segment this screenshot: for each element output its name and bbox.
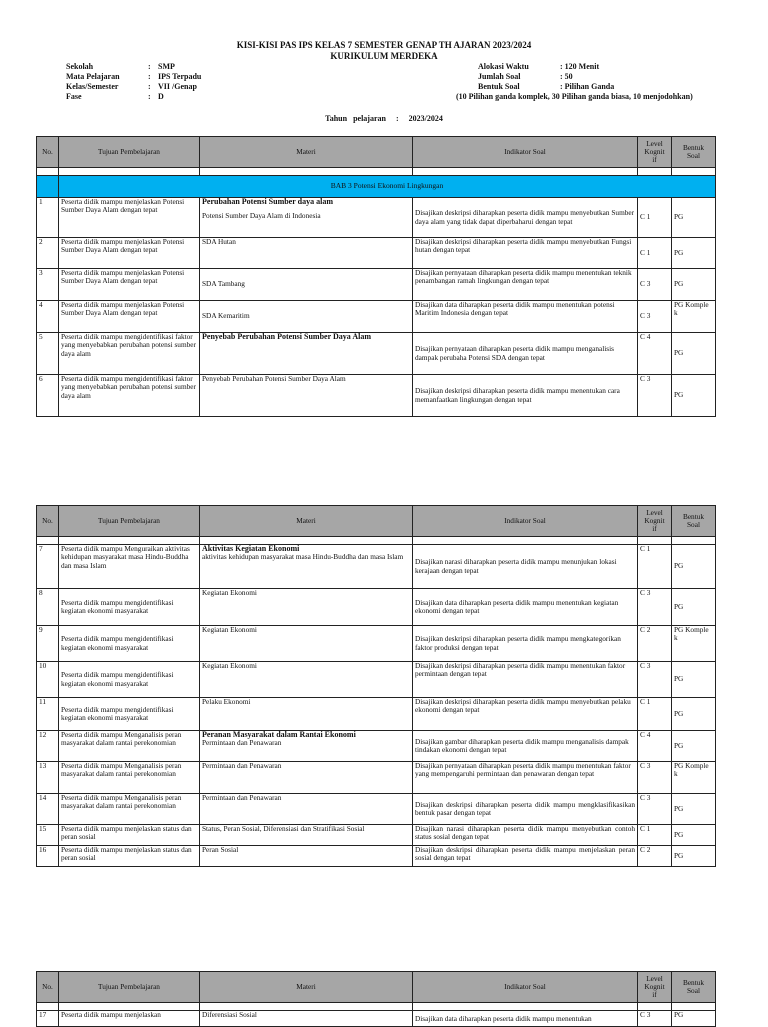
table-row: 12 Peserta didik mampu Menganalisis peran masyarakat dalam rantai perekonomian Peranan Masyarakat dalam Rantai Ekonomi Permintaan dan Penawaran Disajikan gambar diharapkan peserta didik mampu menganalisis dampak tindakan ekonomi dengan tepat C 4 PG — [37, 731, 716, 762]
info-key: Jumlah Soal — [478, 72, 521, 81]
document-subtitle: KURIKULUM MERDEKA — [330, 51, 438, 61]
col-materi: Materi — [200, 137, 413, 168]
info-key: Alokasi Waktu — [478, 62, 529, 71]
col-level: Level Kognit if — [638, 506, 672, 537]
document-title: KISI-KISI PAS IPS KELAS 7 SEMESTER GENAP TH AJARAN 2023/2024 — [236, 40, 532, 50]
info-value: IPS Terpadu — [158, 72, 202, 81]
col-materi: Materi — [200, 506, 413, 537]
table-row: 10 Peserta didik mampu mengidentifikasi kegiatan ekonomi masyarakat Kegiatan Ekonomi Disajikan deskripsi diharapkan peserta didik mampu menentukan faktor permintaan dengan tepat C 3 PG — [37, 662, 716, 698]
table-row: 14 Peserta didik mampu Menganalisis peran masyarakat dalam rantai perekonomian Permintaan dan Penawaran Disajikan deskripsi diharapkan peserta didik mampu mengklasifikasikan bentuk pasar dengan tepat C 3 PG — [37, 794, 716, 825]
info-value: : Pilihan Ganda — [560, 82, 615, 91]
table-row: 9 Peserta didik mampu mengidentifikasi kegiatan ekonomi masyarakat Kegiatan Ekonomi Disajikan deskripsi diharapkan peserta didik mampu mengkategorikan faktor produksi dengan tepat C 2 PG Komple k — [37, 626, 716, 662]
table-row: 7 Peserta didik mampu Menguraikan aktivitas kehidupan masyarakat masa Hindu-Buddha dan masa Islam Aktivitas Kegiatan Ekonomi aktivitas kehidupan masyarakat masa Hindu-Buddha dan masa Islam Disajikan narasi diharapkan peserta didik mampu menunjukan lokasi kerajaan dengan tepat C 1 PG — [37, 545, 716, 589]
info-value: SMP — [158, 62, 175, 71]
table-row: 17 Peserta didik mampu menjelaskan Diferensiasi Sosial Disajikan data diharapkan peserta didik mampu menentukan C 3 PG — [37, 1011, 716, 1027]
table-row: 4 Peserta didik mampu menjelaskan Potensi Sumber Daya Alam dengan tepat SDA Kemaritim Disajikan data diharapkan peserta didik mampu menentukan potensi Maritim Indonesia dengan tepat C 3 PG Komple k — [37, 301, 716, 333]
info-key: Sekolah — [66, 62, 94, 71]
info-value: : 120 Menit — [560, 62, 600, 71]
kisi-table-3 — [36, 971, 716, 1027]
exam-info — [478, 62, 614, 92]
table-row: 11 Peserta didik mampu mengidentifikasi kegiatan ekonomi masyarakat Pelaku Ekonomi Disajikan deskripsi diharapkan peserta didik mampu menyebutkan pelaku ekonomi dengan tepat C 1 PG — [37, 698, 716, 731]
info-value: : 50 — [560, 72, 573, 81]
info-key: Kelas/Semester — [66, 82, 119, 91]
table-row: 15 Peserta didik mampu menjelaskan status dan peran sosial Status, Peran Sosial, Diferensiasi dan Stratifikasi Sosial Disajikan narasi diharapkan peserta didik mampu menyebutkan contoh status sosial dengan tepat C 1 PG — [37, 825, 716, 846]
chapter-row — [37, 176, 716, 198]
col-level: Level Kognit if — [638, 137, 672, 168]
col-no: No. — [37, 506, 59, 537]
col-indikator: Indikator Soal — [413, 506, 638, 537]
info-value: D — [158, 92, 164, 101]
table-row: 3 Peserta didik mampu menjelaskan Potensi Sumber Daya Alam dengan tepat SDA Tambang Disajikan pernyataan diharapkan peserta didik mampu menentukan teknik penambangan ramah lingkungan dengan tepat C 3 PG — [37, 269, 716, 301]
col-no: No. — [37, 972, 59, 1003]
academic-year-value: 2023/2024 — [408, 114, 443, 123]
col-no: No. — [37, 137, 59, 168]
table-row: 6 Peserta didik mampu mengidentifikasi faktor yang menyebabkan perubahan potensi sumber daya alam Penyebab Perubahan Potensi Sumber Daya Alam Disajikan deskripsi diharapkan peserta didik mampu menentukan cara memanfaatkan lingkungan dengan tepat C 3 PG — [37, 375, 716, 417]
col-indikator: Indikator Soal — [413, 137, 638, 168]
question-composition-note: (10 Pilihan ganda komplek, 30 Pilihan ganda biasa, 10 menjodohkan) — [456, 92, 693, 101]
academic-year-label: Tahun pelajaran — [325, 114, 386, 123]
col-bentuk: Bentuk Soal — [672, 972, 716, 1003]
table-header-row — [37, 506, 716, 537]
table-header-row — [37, 972, 716, 1003]
info-key: Mata Pelajaran — [66, 72, 120, 81]
col-tujuan: Tujuan Pembelajaran — [59, 506, 200, 537]
chapter-title: BAB 3 Potensi Ekonomi Lingkungan — [59, 176, 716, 198]
school-info: Sekolah : SMP Mata Pelajaran : IPS Terpadu Kelas/Semester : VII /Genap Fase : D — [66, 62, 202, 101]
table-row: 5 Peserta didik mampu mengidentifikasi faktor yang menyebabkan perubahan potensi sumber daya alam Penyebab Perubahan Potensi Sumber Daya Alam Disajikan pernyataan diharapkan peserta didik mampu menganalisis dampak perubaha Potensi SDA dengan tepat C 4 PG — [37, 333, 716, 375]
col-tujuan: Tujuan Pembelajaran — [59, 137, 200, 168]
table-header-row — [37, 137, 716, 168]
col-bentuk: Bentuk Soal — [672, 506, 716, 537]
academic-year: Tahun pelajaran : 2023/2024 — [325, 114, 443, 123]
kisi-table-1 — [36, 136, 716, 417]
col-bentuk: Bentuk Soal — [672, 137, 716, 168]
info-value: VII /Genap — [158, 82, 197, 91]
table-row: 13 Peserta didik mampu Menganalisis peran masyarakat dalam rantai perekonomian Permintaan dan Penawaran Disajikan pernyataan diharapkan peserta didik mampu menentukan faktor yang mempengaruhi permintaan dan penawaran dengan tepat C 3 PG Komple k — [37, 762, 716, 794]
table-row: 1 Peserta didik mampu menjelaskan Potensi Sumber Daya Alam dengan tepat Perubahan Potensi Sumber daya alam Potensi Sumber Daya Alam di Indonesia Disajikan deskripsi diharapkan peserta didik mampu menyebutkan Sumber daya alam yang tidak dapat diperbaharui dengan tepat C 1 PG — [37, 198, 716, 238]
table-row: 16 Peserta didik mampu menjelaskan status dan peran sosial Peran Sosial Disajikan deskripsi diharapkan peserta didik mampu menjelaskan peran sosial dengan tepat C 2 PG — [37, 846, 716, 867]
info-key: Bentuk Soal — [478, 82, 520, 91]
col-materi: Materi — [200, 972, 413, 1003]
table-row: 8 Peserta didik mampu mengidentifikasi kegiatan ekonomi masyarakat Kegiatan Ekonomi Disajikan data diharapkan peserta didik mampu menentukan kegiatan ekonomi dengan tepat C 3 PG — [37, 589, 716, 626]
col-tujuan: Tujuan Pembelajaran — [59, 972, 200, 1003]
table-row: 2 Peserta didik mampu menjelaskan Potensi Sumber Daya Alam dengan tepat SDA Hutan Disajikan deskripsi diharapkan peserta didik mampu menyebutkan Fungsi hutan dengan tepat C 1 PG — [37, 238, 716, 269]
col-level: Level Kognit if — [638, 972, 672, 1003]
col-indikator: Indikator Soal — [413, 972, 638, 1003]
info-key: Fase — [66, 92, 82, 101]
kisi-table-2 — [36, 505, 716, 867]
